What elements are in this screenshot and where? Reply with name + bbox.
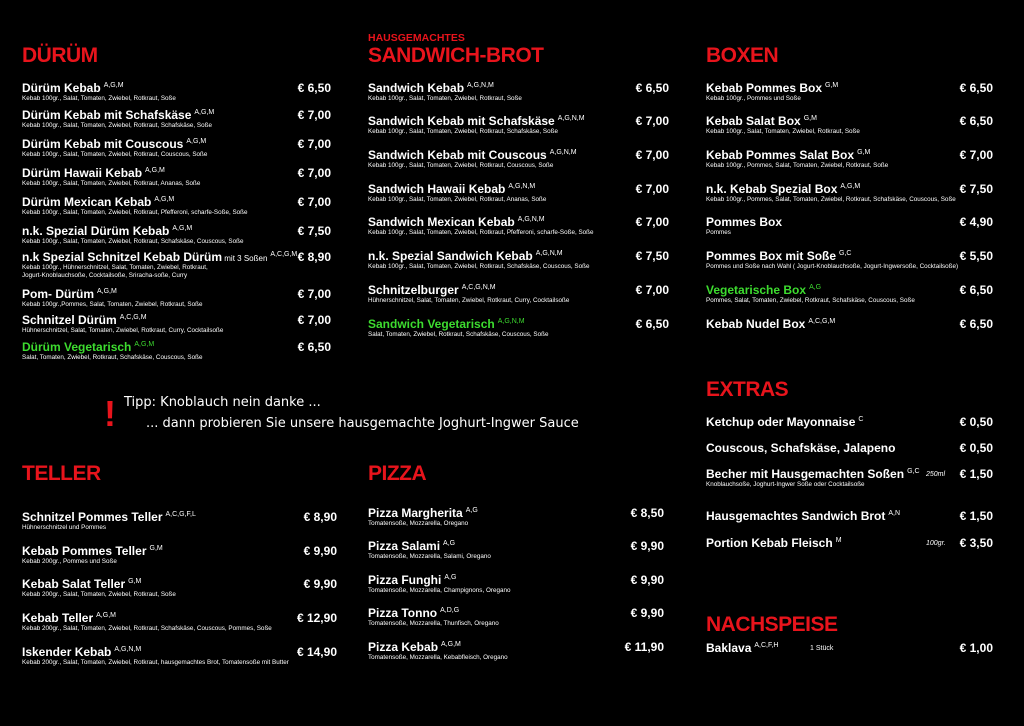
boxen-item-name xyxy=(706,317,835,331)
teller-item-desc: Kebab 200gr., Salat, Tomaten, Zwiebel, Rotkraut, Schafskäse, Couscous, Pommes, Soße xyxy=(22,625,272,632)
allergen-codes: A,G,M xyxy=(441,641,461,648)
item-name-text: Dürüm Kebab xyxy=(22,81,101,95)
teller-item-desc: Kebab 200gr., Salat, Tomaten, Zwiebel, Rotkraut, hausgemachtes Brot, Tomatensoße mit Butter xyxy=(22,659,289,666)
allergen-codes: A,C,F,H xyxy=(754,642,779,649)
teller-item-name xyxy=(22,577,176,591)
pizza-item-name xyxy=(368,640,508,654)
teller-item-desc: Kebab 200gr., Pommes und Soße xyxy=(22,558,117,565)
sandwich-item xyxy=(368,148,577,170)
teller-item xyxy=(22,645,289,667)
item-name-text: Schnitzelburger xyxy=(368,283,459,297)
duerum-item-desc: Kebab 100gr., Salat, Tomaten, Zwiebel, Rotkraut, Soße xyxy=(22,95,176,102)
sandwich-item-name xyxy=(368,182,546,196)
allergen-codes: A,G,M xyxy=(172,225,193,232)
tip-exclamation-icon: ! xyxy=(104,393,116,434)
allergen-codes: A,C,G,N,M xyxy=(461,284,496,291)
extras-item-note: 250ml xyxy=(926,471,946,478)
allergen-codes: A,G,N,M xyxy=(557,115,585,122)
boxen-item-desc: Pommes, Salat, Tomaten, Zwiebel, Rotkraut, Schafskäse, Couscous, Soße xyxy=(706,297,915,304)
pizza-item xyxy=(368,606,499,628)
boxen-item xyxy=(706,81,838,103)
allergen-codes: G,M xyxy=(149,545,163,552)
duerum-item-desc: Hühnerschnitzel, Salat, Tomaten, Zwiebel, Rotkraut, Curry, Cocktailsoße xyxy=(22,327,224,334)
pizza-item-name xyxy=(368,539,491,553)
duerum-item-desc: Kebab 100gr., Salat, Tomaten, Zwiebel, Rotkraut, Couscous, Soße xyxy=(22,151,208,158)
teller-item xyxy=(22,611,272,633)
sandwich-item-price: € 7,00 xyxy=(635,114,669,128)
pizza-item xyxy=(368,640,508,662)
pizza-item xyxy=(368,573,510,595)
item-name-text: Dürüm Hawaii Kebab xyxy=(22,166,143,180)
section-title-nachspeise: NACHSPEISE xyxy=(706,613,838,636)
teller-item-desc: Hühnerschnitzel und Pommes xyxy=(22,524,106,531)
duerum-item-price: € 7,00 xyxy=(297,313,331,327)
teller-item xyxy=(22,577,176,599)
pizza-item xyxy=(368,506,478,528)
extras-item xyxy=(706,415,863,429)
duerum-item-name xyxy=(22,340,202,354)
item-name-text: n.k. Kebab Spezial Box xyxy=(706,182,838,196)
duerum-item xyxy=(22,287,203,309)
allergen-codes: A,G,M xyxy=(97,288,117,295)
duerum-item-price: € 7,00 xyxy=(297,137,331,151)
sandwich-item-name xyxy=(368,283,569,297)
boxen-item-desc: Kebab 100gr., Pommes, Salat, Tomaten, Zwiebel, Rotkraut, Soße xyxy=(706,162,889,169)
duerum-item xyxy=(22,195,248,217)
item-name-text: Kebab Teller xyxy=(22,611,94,625)
boxen-item xyxy=(706,317,835,331)
duerum-item-price: € 6,50 xyxy=(297,81,331,95)
pizza-item-desc: Tomatensoße, Mozzarella, Kebabfleisch, Oregano xyxy=(368,654,508,661)
sandwich-item-desc: Kebab 100gr., Salat, Tomaten, Zwiebel, Rotkraut, Pfefferoni, scharfe-Soße, Soße xyxy=(368,229,594,236)
sandwich-item-price: € 6,50 xyxy=(635,317,669,331)
section-title-sandwich: SANDWICH-BROT xyxy=(368,44,544,67)
nachspeise-item-name xyxy=(706,641,779,655)
duerum-item-price: € 8,90 xyxy=(297,250,331,264)
sandwich-item-desc: Kebab 100gr., Salat, Tomaten, Zwiebel, Rotkraut, Couscous, Soße xyxy=(368,162,554,169)
pizza-item-desc: Tomatensoße, Mozzarella, Champignons, Oregano xyxy=(368,587,511,594)
duerum-item xyxy=(22,313,223,335)
teller-item-price: € 9,90 xyxy=(303,577,337,591)
allergen-codes: A,G,N,M xyxy=(549,149,577,156)
duerum-item xyxy=(22,166,200,188)
boxen-item-name xyxy=(706,81,838,95)
sandwich-item-name xyxy=(368,148,577,162)
duerum-item-name xyxy=(22,137,207,151)
allergen-codes: A,N xyxy=(888,510,901,517)
allergen-codes: G,C xyxy=(839,250,852,257)
boxen-item-price: € 5,50 xyxy=(959,249,993,263)
extras-item xyxy=(706,509,900,523)
item-name-text: Sandwich Hawaii Kebab xyxy=(368,182,506,196)
boxen-item xyxy=(706,283,915,305)
section-kicker-sandwich: HAUSGEMACHTES xyxy=(368,32,465,44)
allergen-codes: A,G xyxy=(809,284,822,291)
allergen-codes: C xyxy=(858,416,864,423)
duerum-item xyxy=(22,108,214,130)
allergen-codes: A,G,N,M xyxy=(467,82,494,89)
pizza-item-desc: Tomatensoße, Mozzarella, Oregano xyxy=(368,520,469,527)
boxen-item-price: € 6,50 xyxy=(959,81,993,95)
boxen-item-name xyxy=(706,249,958,263)
duerum-item-price: € 6,50 xyxy=(297,340,331,354)
sandwich-item-price: € 7,00 xyxy=(635,182,669,196)
duerum-item-name xyxy=(22,108,214,122)
sandwich-item xyxy=(368,81,522,103)
extras-item xyxy=(706,441,895,455)
allergen-codes: A,G xyxy=(443,540,456,547)
duerum-item-name xyxy=(22,287,203,301)
extras-item-desc: Knoblauchsoße, Joghurt-Ingwer Soße oder Cocktailsoße xyxy=(706,481,865,488)
pizza-item-price: € 11,90 xyxy=(624,640,664,654)
extras-item xyxy=(706,536,842,550)
duerum-item-desc: Kebab 100gr., Hühnerschnitzel, Salat, Tomaten, Zwiebel, Rotkraut, xyxy=(22,264,208,271)
sandwich-item-name xyxy=(368,215,594,229)
extras-item-price: € 1,50 xyxy=(959,509,993,523)
allergen-codes: G,M xyxy=(857,149,871,156)
teller-item-price: € 8,90 xyxy=(303,510,337,524)
teller-item-name xyxy=(22,510,196,524)
item-name-text: Pizza Salami xyxy=(368,539,441,553)
allergen-codes: A,C,G,M xyxy=(270,251,298,258)
allergen-codes: A,G,N,M xyxy=(114,646,142,653)
sandwich-item xyxy=(368,182,546,204)
teller-item-price: € 9,90 xyxy=(303,544,337,558)
section-title-teller: TELLER xyxy=(22,462,101,485)
boxen-item-desc: Kebab 100gr., Pommes und Soße xyxy=(706,95,801,102)
allergen-codes: A,G xyxy=(444,574,457,581)
allergen-codes: A,G,M xyxy=(194,109,215,116)
extras-item-name xyxy=(706,509,900,523)
item-name-text: Portion Kebab Fleisch xyxy=(706,536,833,550)
sandwich-item-name xyxy=(368,81,522,95)
tip-line-1: Tipp: Knoblauch nein danke ... xyxy=(124,395,321,410)
extras-item xyxy=(706,467,920,489)
item-name-text: Vegetarische Box xyxy=(706,283,807,297)
pizza-item-name xyxy=(368,506,478,520)
allergen-codes: G,M xyxy=(128,578,142,585)
item-name-text: Couscous, Schafskäse, Jalapeno xyxy=(706,441,896,455)
duerum-item xyxy=(22,250,297,280)
duerum-item-name xyxy=(22,250,297,264)
duerum-item xyxy=(22,224,243,246)
item-name-text: Pizza Tonno xyxy=(368,606,438,620)
allergen-codes: A,G,M xyxy=(186,138,207,145)
duerum-item-desc: Kebab 100gr., Salat, Tomaten, Zwiebel, Rotkraut, Schafskäse, Soße xyxy=(22,122,212,129)
sandwich-item-desc: Kebab 100gr., Salat, Tomaten, Zwiebel, Rotkraut, Schafskäse, Couscous, Soße xyxy=(368,263,590,270)
nachspeise-item-price: € 1,00 xyxy=(959,641,993,655)
allergen-codes: A,G,N,M xyxy=(497,318,525,325)
item-name-text: Schnitzel Dürüm xyxy=(22,313,117,327)
allergen-codes: A,G,M xyxy=(145,167,165,174)
duerum-item-name xyxy=(22,313,223,327)
boxen-item-desc: Kebab 100gr., Salat, Tomaten, Zwiebel, Rotkraut, Soße xyxy=(706,128,860,135)
boxen-item-price: € 7,00 xyxy=(959,148,993,162)
sandwich-item-desc: Kebab 100gr., Salat, Tomaten, Zwiebel, Rotkraut, Ananas, Soße xyxy=(368,196,547,203)
duerum-item-desc-2: Jogurt-Knoblauchsoße, Cocktailsoße, Sriracha-soße, Curry xyxy=(22,272,188,279)
section-title-duerum: DÜRÜM xyxy=(22,44,98,67)
section-title-extras: EXTRAS xyxy=(706,378,789,401)
extras-item-note: 100gr. xyxy=(926,540,946,547)
boxen-item-desc: Kebab 100gr., Pommes, Salat, Tomaten, Zwiebel, Rotkraut, Schafskäse, Couscous, Soße xyxy=(706,196,956,203)
extras-item-price: € 1,50 xyxy=(959,467,993,481)
allergen-codes: A,G,M xyxy=(840,183,861,190)
allergen-codes: A,G,M xyxy=(96,612,116,619)
pizza-item-price: € 9,90 xyxy=(630,539,664,553)
item-name-text: Sandwich Kebab mit Schafskäse xyxy=(368,114,555,128)
teller-item-name xyxy=(22,544,163,558)
boxen-item-price: € 7,50 xyxy=(959,182,993,196)
sandwich-item xyxy=(368,249,589,271)
item-name-text: Kebab Pommes Teller xyxy=(22,544,147,558)
allergen-codes: A,G,M xyxy=(134,341,155,348)
item-name-text: Pom- Dürüm xyxy=(22,287,94,301)
nachspeise-item xyxy=(706,641,779,655)
allergen-codes: M xyxy=(835,537,842,544)
section-title-boxen: BOXEN xyxy=(706,44,779,67)
boxen-item-name xyxy=(706,182,956,196)
item-name-text: Kebab Pommes Box xyxy=(706,81,823,95)
sandwich-item-desc: Salat, Tomaten, Zwiebel, Rotkraut, Schafskäse, Couscous, Soße xyxy=(368,331,549,338)
item-name-text: Dürüm Vegetarisch xyxy=(22,340,132,354)
duerum-item-price: € 7,50 xyxy=(297,224,331,238)
sandwich-item-price: € 6,50 xyxy=(635,81,669,95)
item-name-text: Hausgemachtes Sandwich Brot xyxy=(706,509,886,523)
item-name-text: Pizza Margherita xyxy=(368,506,463,520)
sandwich-item-price: € 7,50 xyxy=(635,249,669,263)
duerum-item-name xyxy=(22,224,243,238)
teller-item-price: € 14,90 xyxy=(296,645,337,659)
duerum-item-name xyxy=(22,81,176,95)
item-name-text: Sandwich Mexican Kebab xyxy=(368,215,515,229)
nachspeise-item-note: 1 Stück xyxy=(810,645,834,652)
sandwich-item-price: € 7,00 xyxy=(635,283,669,297)
duerum-item-desc: Kebab 100gr.,Pommes, Salat, Tomaten, Zwiebel, Rotkraut, Soße xyxy=(22,301,203,308)
pizza-item-price: € 9,90 xyxy=(630,606,664,620)
item-name-text: Pommes Box xyxy=(706,215,783,229)
extras-item-price: € 0,50 xyxy=(959,441,993,455)
item-name-text: n.k. Spezial Sandwich Kebab xyxy=(368,249,533,263)
item-name-text: Schnitzel Pommes Teller xyxy=(22,510,163,524)
boxen-item-price: € 4,90 xyxy=(959,215,993,229)
item-name-text: n.k. Spezial Dürüm Kebab xyxy=(22,224,170,238)
item-name-text: Sandwich Vegetarisch xyxy=(368,317,495,331)
sandwich-item-desc: Kebab 100gr., Salat, Tomaten, Zwiebel, Rotkraut, Schafskäse, Soße xyxy=(368,128,558,135)
pizza-item-desc: Tomatensoße, Mozzarella, Thunfisch, Oregano xyxy=(368,620,499,627)
item-name-text: n.k Spezial Schnitzel Kebab Dürüm xyxy=(22,250,223,264)
allergen-codes: A,D,G xyxy=(440,607,460,614)
sandwich-item-name xyxy=(368,249,589,263)
item-name-text: Pizza Kebab xyxy=(368,640,439,654)
duerum-item-desc: Kebab 100gr., Salat, Tomaten, Zwiebel, Rotkraut, Pfefferoni, scharfe-Soße, Soße xyxy=(22,209,248,216)
allergen-codes: A,G,N,M xyxy=(535,250,563,257)
teller-item-name xyxy=(22,611,272,625)
extras-item-name xyxy=(706,415,863,429)
boxen-item-name xyxy=(706,114,860,128)
item-name-text: Iskender Kebab xyxy=(22,645,112,659)
duerum-item-price: € 7,00 xyxy=(297,195,331,209)
allergen-codes: G,M xyxy=(803,115,817,122)
teller-item-desc: Kebab 200gr., Salat, Tomaten, Zwiebel, Rotkraut, Soße xyxy=(22,591,176,598)
boxen-item xyxy=(706,182,956,204)
extras-item-price: € 3,50 xyxy=(959,536,993,550)
sandwich-item xyxy=(368,215,594,237)
allergen-codes: A,C,G,M xyxy=(119,314,147,321)
item-name-text: Kebab Nudel Box xyxy=(706,317,806,331)
item-name-text: Ketchup oder Mayonnaise xyxy=(706,415,856,429)
duerum-item xyxy=(22,81,176,103)
boxen-item xyxy=(706,249,958,271)
extras-item-name xyxy=(706,536,842,550)
boxen-item-name xyxy=(706,283,915,297)
boxen-item-price: € 6,50 xyxy=(959,114,993,128)
item-name-text: Sandwich Kebab xyxy=(368,81,465,95)
allergen-codes: A,G,N,M xyxy=(517,216,545,223)
sandwich-item xyxy=(368,114,585,136)
allergen-codes: A,C,G,F,L xyxy=(165,511,196,518)
item-name-text: Kebab Salat Teller xyxy=(22,577,126,591)
item-name-extra: mit 3 Soßen xyxy=(222,254,268,263)
duerum-item-price: € 7,00 xyxy=(297,108,331,122)
sandwich-item-price: € 7,00 xyxy=(635,148,669,162)
duerum-item-name xyxy=(22,166,200,180)
extras-item-price: € 0,50 xyxy=(959,415,993,429)
extras-item-name xyxy=(706,467,920,481)
item-name-text: Dürüm Mexican Kebab xyxy=(22,195,152,209)
teller-item xyxy=(22,544,163,566)
duerum-item-price: € 7,00 xyxy=(297,166,331,180)
item-name-text: Sandwich Kebab mit Couscous xyxy=(368,148,547,162)
sandwich-item-name xyxy=(368,114,585,128)
allergen-codes: A,G,M xyxy=(154,196,175,203)
item-name-text: Kebab Salat Box xyxy=(706,114,801,128)
boxen-item-desc: Pommes und Soße nach Wahl ( Jogurt-Knoblauchsoße, Jogurt-Ingwersoße, Cocktailsoße) xyxy=(706,263,959,270)
teller-item xyxy=(22,510,196,532)
boxen-item xyxy=(706,148,888,170)
sandwich-item-price: € 7,00 xyxy=(635,215,669,229)
pizza-item-price: € 9,90 xyxy=(630,573,664,587)
sandwich-item-name xyxy=(368,317,548,331)
pizza-item xyxy=(368,539,491,561)
sandwich-item xyxy=(368,317,548,339)
item-name-text: Dürüm Kebab mit Schafskäse xyxy=(22,108,192,122)
boxen-item xyxy=(706,114,860,136)
allergen-codes: A,G xyxy=(465,507,478,514)
allergen-codes: A,C,G,M xyxy=(808,318,836,325)
duerum-item-desc: Salat, Tomaten, Zwiebel, Rotkraut, Schafskäse, Couscous, Soße xyxy=(22,354,203,361)
duerum-item-name xyxy=(22,195,248,209)
item-name-text: Baklava xyxy=(706,641,752,655)
allergen-codes: G,M xyxy=(825,82,839,89)
tip-line-2: ... dann probieren Sie unsere hausgemachte Joghurt-Ingwer Sauce xyxy=(146,416,579,431)
duerum-item-desc: Kebab 100gr., Salat, Tomaten, Zwiebel, Rotkraut, Ananas, Soße xyxy=(22,180,201,187)
extras-item-name xyxy=(706,441,895,455)
duerum-item xyxy=(22,137,207,159)
allergen-codes: A,G,M xyxy=(103,82,124,89)
item-name-text: Kebab Pommes Salat Box xyxy=(706,148,855,162)
duerum-item-price: € 7,00 xyxy=(297,287,331,301)
boxen-item-name xyxy=(706,215,782,229)
item-name-text: Dürüm Kebab mit Couscous xyxy=(22,137,184,151)
pizza-item-desc: Tomatensoße, Mozzarella, Salami, Oregano xyxy=(368,553,491,560)
boxen-item-name xyxy=(706,148,888,162)
boxen-item-price: € 6,50 xyxy=(959,283,993,297)
item-name-text: Pommes Box mit Soße xyxy=(706,249,837,263)
boxen-item xyxy=(706,215,782,237)
allergen-codes: G,C xyxy=(907,468,920,475)
sandwich-item-desc: Hühnerschnitzel, Salat, Tomaten, Zwiebel, Rotkraut, Curry, Cocktailsoße xyxy=(368,297,570,304)
duerum-item-desc: Kebab 100gr., Salat, Tomaten, Zwiebel, Rotkraut, Schafskäse, Couscous, Soße xyxy=(22,238,244,245)
allergen-codes: A,G,N,M xyxy=(508,183,536,190)
teller-item-name xyxy=(22,645,289,659)
item-name-text: Pizza Funghi xyxy=(368,573,442,587)
duerum-item xyxy=(22,340,202,362)
teller-item-price: € 12,90 xyxy=(296,611,337,625)
pizza-item-name xyxy=(368,573,510,587)
boxen-item-price: € 6,50 xyxy=(959,317,993,331)
pizza-item-name xyxy=(368,606,499,620)
pizza-item-price: € 8,50 xyxy=(630,506,664,520)
sandwich-item xyxy=(368,283,569,305)
section-title-pizza: PIZZA xyxy=(368,462,427,485)
sandwich-item-desc: Kebab 100gr., Salat, Tomaten, Zwiebel, Rotkraut, Soße xyxy=(368,95,522,102)
boxen-item-desc: Pommes xyxy=(706,229,731,236)
item-name-text: Becher mit Hausgemachten Soßen xyxy=(706,467,905,481)
